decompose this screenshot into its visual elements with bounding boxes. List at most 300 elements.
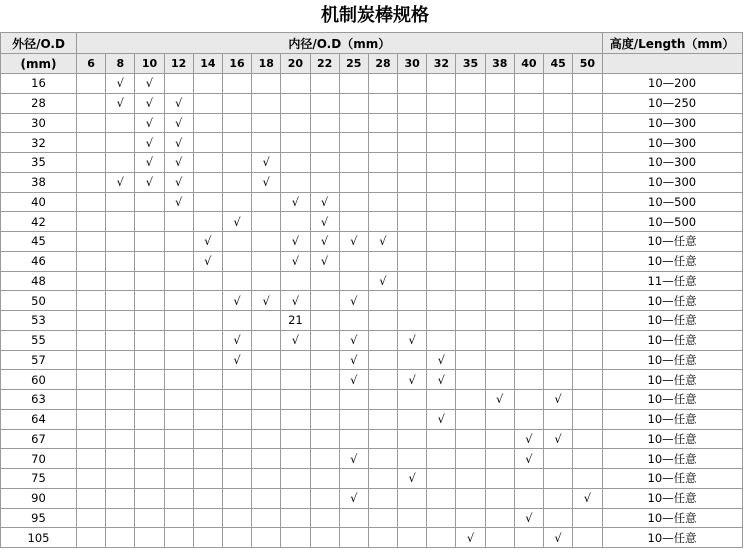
fit-cell xyxy=(135,311,164,331)
fit-cell xyxy=(573,291,602,311)
fit-cell: √ xyxy=(573,488,602,508)
fit-cell xyxy=(193,74,222,94)
fit-cell xyxy=(252,429,281,449)
fit-cell xyxy=(77,172,106,192)
fit-cell xyxy=(193,330,222,350)
fit-cell xyxy=(135,528,164,548)
table-row xyxy=(1,330,743,350)
fit-cell: √ xyxy=(164,93,193,113)
length-cell: 10—任意 xyxy=(602,508,742,528)
fit-cell xyxy=(310,311,339,331)
outer-diameter-cell: 70 xyxy=(1,449,77,469)
outer-diameter-cell: 50 xyxy=(1,291,77,311)
fit-cell xyxy=(514,133,543,153)
table-row xyxy=(1,429,743,449)
fit-cell xyxy=(573,251,602,271)
fit-cell xyxy=(398,133,427,153)
fit-cell: √ xyxy=(222,350,251,370)
fit-cell xyxy=(310,409,339,429)
fit-cell xyxy=(252,251,281,271)
fit-cell xyxy=(252,271,281,291)
fit-cell: √ xyxy=(164,192,193,212)
fit-cell xyxy=(456,330,485,350)
fit-cell: √ xyxy=(544,390,573,410)
outer-diameter-cell: 105 xyxy=(1,528,77,548)
fit-cell xyxy=(310,469,339,489)
fit-cell: √ xyxy=(281,232,310,252)
fit-cell xyxy=(427,449,456,469)
fit-cell: √ xyxy=(427,370,456,390)
fit-cell xyxy=(106,390,135,410)
fit-cell xyxy=(310,390,339,410)
fit-cell xyxy=(193,350,222,370)
fit-cell xyxy=(573,311,602,331)
fit-cell xyxy=(310,508,339,528)
fit-cell xyxy=(485,311,514,331)
fit-cell xyxy=(164,370,193,390)
fit-cell xyxy=(573,212,602,232)
fit-cell xyxy=(135,370,164,390)
length-cell: 10—任意 xyxy=(602,232,742,252)
fit-cell xyxy=(222,311,251,331)
fit-cell xyxy=(193,508,222,528)
page-title: 机制炭棒规格 xyxy=(321,5,429,26)
fit-cell: √ xyxy=(368,271,397,291)
fit-cell xyxy=(485,271,514,291)
fit-cell xyxy=(544,192,573,212)
fit-cell xyxy=(164,528,193,548)
fit-cell xyxy=(106,212,135,232)
fit-cell xyxy=(485,449,514,469)
table-row xyxy=(1,311,743,331)
fit-cell xyxy=(368,93,397,113)
fit-cell xyxy=(544,172,573,192)
fit-cell xyxy=(106,311,135,331)
fit-cell xyxy=(135,192,164,212)
fit-cell xyxy=(456,113,485,133)
fit-cell xyxy=(427,251,456,271)
fit-cell: √ xyxy=(339,488,368,508)
inner-size-header: 32 xyxy=(427,54,456,74)
fit-cell xyxy=(135,488,164,508)
fit-cell xyxy=(456,172,485,192)
fit-cell xyxy=(368,508,397,528)
outer-diameter-cell: 40 xyxy=(1,192,77,212)
fit-cell xyxy=(164,508,193,528)
fit-cell xyxy=(514,291,543,311)
outer-diameter-cell: 53 xyxy=(1,311,77,331)
table-row xyxy=(1,409,743,429)
fit-cell xyxy=(222,74,251,94)
fit-cell xyxy=(222,488,251,508)
length-cell: 10—200 xyxy=(602,74,742,94)
table-row xyxy=(1,74,743,94)
fit-cell xyxy=(485,192,514,212)
outer-diameter-cell: 38 xyxy=(1,172,77,192)
fit-cell xyxy=(339,172,368,192)
fit-cell xyxy=(427,271,456,291)
fit-cell xyxy=(544,488,573,508)
fit-cell xyxy=(368,74,397,94)
outer-diameter-cell: 28 xyxy=(1,93,77,113)
fit-cell xyxy=(106,192,135,212)
fit-cell xyxy=(427,429,456,449)
fit-cell xyxy=(485,528,514,548)
fit-cell xyxy=(193,429,222,449)
fit-cell xyxy=(164,409,193,429)
table-row xyxy=(1,390,743,410)
fit-cell xyxy=(573,232,602,252)
length-cell: 10—500 xyxy=(602,192,742,212)
fit-cell xyxy=(514,488,543,508)
outer-diameter-cell: 42 xyxy=(1,212,77,232)
fit-cell xyxy=(339,271,368,291)
fit-cell xyxy=(193,192,222,212)
fit-cell xyxy=(427,172,456,192)
fit-cell xyxy=(544,93,573,113)
fit-cell xyxy=(573,370,602,390)
fit-cell xyxy=(398,232,427,252)
fit-cell xyxy=(368,469,397,489)
table-row xyxy=(1,370,743,390)
inner-size-header: 20 xyxy=(281,54,310,74)
fit-cell: √ xyxy=(398,469,427,489)
fit-cell xyxy=(514,232,543,252)
fit-cell xyxy=(398,449,427,469)
fit-cell: √ xyxy=(339,350,368,370)
fit-cell xyxy=(544,251,573,271)
fit-cell xyxy=(485,330,514,350)
fit-cell xyxy=(281,153,310,173)
fit-cell xyxy=(456,469,485,489)
fit-cell xyxy=(106,232,135,252)
fit-cell xyxy=(135,350,164,370)
fit-cell xyxy=(77,330,106,350)
outer-diameter-cell: 90 xyxy=(1,488,77,508)
subheader-row xyxy=(1,54,743,74)
fit-cell xyxy=(193,370,222,390)
fit-cell xyxy=(106,133,135,153)
fit-cell xyxy=(106,508,135,528)
table-row xyxy=(1,153,743,173)
fit-cell xyxy=(427,192,456,212)
fit-cell: √ xyxy=(222,330,251,350)
fit-cell xyxy=(252,113,281,133)
fit-cell xyxy=(339,153,368,173)
length-cell: 10—任意 xyxy=(602,251,742,271)
length-cell: 10—300 xyxy=(602,133,742,153)
inner-size-header: 12 xyxy=(164,54,193,74)
fit-cell xyxy=(222,113,251,133)
outer-diameter-cell: 16 xyxy=(1,74,77,94)
fit-cell xyxy=(77,192,106,212)
fit-cell xyxy=(573,74,602,94)
inner-size-header: 22 xyxy=(310,54,339,74)
length-cell: 10—任意 xyxy=(602,528,742,548)
inner-size-header: 6 xyxy=(77,54,106,74)
fit-cell xyxy=(281,212,310,232)
fit-cell xyxy=(77,409,106,429)
fit-cell xyxy=(544,291,573,311)
fit-cell: √ xyxy=(281,251,310,271)
fit-cell xyxy=(252,449,281,469)
fit-cell xyxy=(456,390,485,410)
table-row xyxy=(1,93,743,113)
inner-size-header: 35 xyxy=(456,54,485,74)
fit-cell xyxy=(573,172,602,192)
length-cell: 10—300 xyxy=(602,153,742,173)
fit-cell xyxy=(193,113,222,133)
fit-cell xyxy=(193,469,222,489)
fit-cell xyxy=(368,488,397,508)
fit-cell xyxy=(222,192,251,212)
fit-cell xyxy=(193,449,222,469)
fit-cell xyxy=(106,469,135,489)
fit-cell xyxy=(368,153,397,173)
fit-cell xyxy=(339,113,368,133)
fit-cell xyxy=(398,311,427,331)
table-row xyxy=(1,133,743,153)
fit-cell: √ xyxy=(339,330,368,350)
outer-diameter-header: 外径/O.D xyxy=(1,33,77,54)
fit-cell xyxy=(514,528,543,548)
fit-cell xyxy=(544,74,573,94)
outer-diameter-cell: 32 xyxy=(1,133,77,153)
fit-cell xyxy=(368,449,397,469)
inner-size-header: 50 xyxy=(573,54,602,74)
fit-cell xyxy=(164,271,193,291)
fit-cell xyxy=(222,172,251,192)
table-row xyxy=(1,488,743,508)
fit-cell: √ xyxy=(106,74,135,94)
fit-cell xyxy=(164,449,193,469)
fit-cell xyxy=(485,113,514,133)
fit-cell: √ xyxy=(544,429,573,449)
fit-cell xyxy=(281,508,310,528)
fit-cell xyxy=(193,409,222,429)
fit-cell xyxy=(573,528,602,548)
fit-cell xyxy=(77,390,106,410)
fit-cell xyxy=(77,469,106,489)
fit-cell xyxy=(310,350,339,370)
fit-cell xyxy=(222,409,251,429)
length-cell: 10—任意 xyxy=(602,409,742,429)
fit-cell xyxy=(427,330,456,350)
fit-cell: √ xyxy=(193,251,222,271)
fit-cell: √ xyxy=(135,172,164,192)
fit-cell xyxy=(106,528,135,548)
table-row xyxy=(1,232,743,252)
fit-cell xyxy=(106,488,135,508)
fit-cell xyxy=(310,370,339,390)
fit-cell xyxy=(544,153,573,173)
table-row xyxy=(1,350,743,370)
fit-cell xyxy=(456,192,485,212)
fit-cell xyxy=(514,311,543,331)
fit-cell xyxy=(485,93,514,113)
fit-cell xyxy=(252,311,281,331)
fit-cell xyxy=(77,311,106,331)
fit-cell xyxy=(427,113,456,133)
fit-cell xyxy=(456,409,485,429)
fit-cell xyxy=(310,271,339,291)
fit-cell xyxy=(456,251,485,271)
fit-cell: √ xyxy=(281,291,310,311)
fit-cell xyxy=(573,390,602,410)
fit-cell xyxy=(106,153,135,173)
fit-cell: √ xyxy=(339,449,368,469)
length-cell: 10—任意 xyxy=(602,429,742,449)
inner-size-header: 16 xyxy=(222,54,251,74)
fit-cell xyxy=(485,291,514,311)
fit-cell xyxy=(252,74,281,94)
fit-cell xyxy=(485,370,514,390)
fit-cell xyxy=(281,113,310,133)
fit-cell xyxy=(77,74,106,94)
length-cell: 10—300 xyxy=(602,172,742,192)
fit-cell xyxy=(573,350,602,370)
fit-cell xyxy=(544,508,573,528)
fit-cell: √ xyxy=(135,153,164,173)
fit-cell xyxy=(310,172,339,192)
fit-cell xyxy=(485,508,514,528)
fit-cell xyxy=(514,390,543,410)
fit-cell xyxy=(368,113,397,133)
fit-cell xyxy=(456,212,485,232)
inner-size-header: 25 xyxy=(339,54,368,74)
fit-cell xyxy=(456,93,485,113)
fit-cell xyxy=(398,153,427,173)
fit-cell xyxy=(281,429,310,449)
fit-cell xyxy=(77,291,106,311)
fit-cell xyxy=(573,133,602,153)
fit-cell xyxy=(398,409,427,429)
fit-cell xyxy=(514,370,543,390)
fit-cell xyxy=(281,390,310,410)
fit-cell xyxy=(222,232,251,252)
fit-cell xyxy=(339,133,368,153)
fit-cell xyxy=(544,370,573,390)
inner-diameter-header: 内径/O.D（mm） xyxy=(77,33,603,54)
fit-cell xyxy=(252,212,281,232)
fit-cell xyxy=(310,488,339,508)
table-row xyxy=(1,251,743,271)
fit-cell xyxy=(398,271,427,291)
fit-cell xyxy=(106,330,135,350)
fit-cell xyxy=(252,528,281,548)
fit-cell xyxy=(398,508,427,528)
fit-cell xyxy=(573,469,602,489)
table-row xyxy=(1,192,743,212)
fit-cell xyxy=(252,488,281,508)
fit-cell xyxy=(77,508,106,528)
fit-cell: √ xyxy=(135,74,164,94)
inner-size-header: 38 xyxy=(485,54,514,74)
fit-cell xyxy=(573,409,602,429)
fit-cell xyxy=(368,528,397,548)
fit-cell xyxy=(106,350,135,370)
fit-cell xyxy=(427,488,456,508)
inner-size-header: 40 xyxy=(514,54,543,74)
fit-cell xyxy=(485,74,514,94)
fit-cell xyxy=(514,212,543,232)
fit-cell xyxy=(456,271,485,291)
fit-cell xyxy=(514,330,543,350)
fit-cell xyxy=(164,251,193,271)
fit-cell: √ xyxy=(135,113,164,133)
fit-cell xyxy=(544,133,573,153)
fit-cell xyxy=(339,192,368,212)
fit-cell xyxy=(456,350,485,370)
inner-size-header: 28 xyxy=(368,54,397,74)
spec-table xyxy=(0,32,743,548)
table-row xyxy=(1,449,743,469)
fit-cell xyxy=(77,429,106,449)
fit-cell xyxy=(281,488,310,508)
fit-cell xyxy=(339,74,368,94)
fit-cell: √ xyxy=(310,212,339,232)
fit-cell xyxy=(135,232,164,252)
fit-cell xyxy=(427,133,456,153)
fit-cell xyxy=(106,251,135,271)
fit-cell xyxy=(514,113,543,133)
fit-cell xyxy=(281,133,310,153)
fit-cell: √ xyxy=(106,93,135,113)
length-cell: 10—任意 xyxy=(602,291,742,311)
fit-cell xyxy=(398,350,427,370)
fit-cell xyxy=(427,291,456,311)
fit-cell xyxy=(77,350,106,370)
fit-cell xyxy=(398,429,427,449)
outer-diameter-cell: 60 xyxy=(1,370,77,390)
fit-cell xyxy=(573,153,602,173)
length-cell: 10—任意 xyxy=(602,449,742,469)
fit-cell xyxy=(77,271,106,291)
fit-cell xyxy=(135,469,164,489)
fit-cell xyxy=(427,74,456,94)
fit-cell: √ xyxy=(135,93,164,113)
fit-cell xyxy=(398,74,427,94)
fit-cell xyxy=(544,330,573,350)
fit-cell xyxy=(164,291,193,311)
fit-cell xyxy=(135,291,164,311)
table-row xyxy=(1,528,743,548)
fit-cell xyxy=(398,488,427,508)
fit-cell: √ xyxy=(164,113,193,133)
fit-cell xyxy=(281,271,310,291)
fit-cell xyxy=(427,232,456,252)
fit-cell xyxy=(456,133,485,153)
fit-cell xyxy=(573,449,602,469)
fit-cell: √ xyxy=(222,291,251,311)
fit-cell xyxy=(222,251,251,271)
fit-cell xyxy=(310,291,339,311)
length-subheader xyxy=(602,54,742,74)
fit-cell xyxy=(106,370,135,390)
length-cell: 10—任意 xyxy=(602,488,742,508)
fit-cell xyxy=(193,271,222,291)
fit-cell xyxy=(77,488,106,508)
inner-size-header: 18 xyxy=(252,54,281,74)
fit-cell xyxy=(573,429,602,449)
fit-cell xyxy=(310,153,339,173)
fit-cell: √ xyxy=(368,232,397,252)
fit-cell: 21 xyxy=(281,311,310,331)
fit-cell: √ xyxy=(398,330,427,350)
fit-cell xyxy=(368,311,397,331)
fit-cell xyxy=(398,212,427,232)
fit-cell xyxy=(339,251,368,271)
